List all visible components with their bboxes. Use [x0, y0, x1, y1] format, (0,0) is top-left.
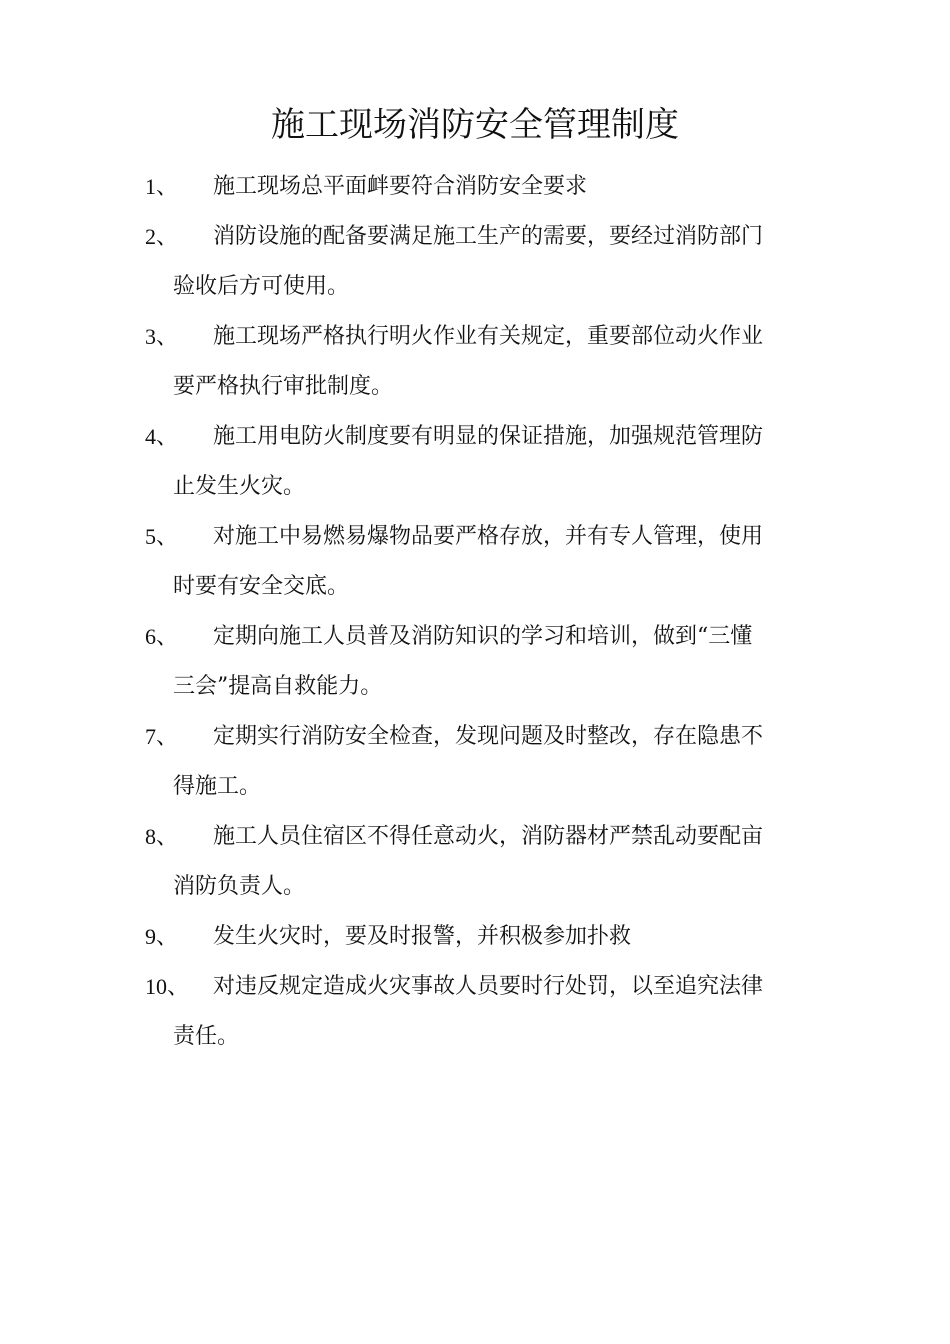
rule-item	[145, 212, 810, 312]
rule-text	[173, 512, 810, 612]
rule-item	[145, 912, 810, 962]
rule-text	[173, 412, 810, 512]
rule-text-line: 施工现场严格执行明火作业有关规定，重要部位动火作业	[213, 324, 764, 349]
rule-number: 9、	[145, 924, 179, 949]
rule-text-line: 对违反规定造成火灾事故人员要时行处罚，以至追究法律	[213, 974, 764, 999]
rule-text	[173, 312, 810, 412]
rule-number: 6、	[145, 624, 179, 649]
rule-item	[145, 812, 810, 912]
rule-text-continuation: 时要有安全交底。	[173, 574, 350, 599]
rule-text	[173, 812, 810, 912]
rule-number: 8、	[145, 824, 179, 849]
rule-number: 2、	[145, 224, 179, 249]
rule-number: 1、	[145, 174, 179, 199]
rule-item	[145, 612, 810, 712]
rule-text-continuation: 消防负责人。	[173, 874, 306, 899]
rule-text-continuation: 验收后方可使用。	[173, 274, 350, 299]
rule-item	[145, 962, 810, 1062]
rule-number: 10、	[145, 974, 190, 999]
rule-number: 7、	[145, 724, 179, 749]
rule-text	[213, 912, 810, 962]
rule-item	[145, 312, 810, 412]
rule-text	[173, 612, 810, 712]
rule-text-line: 对施工中易燃易爆物品要严格存放，并有专人管理，使用	[213, 524, 764, 549]
rule-text-continuation: 要严格执行审批制度。	[173, 374, 394, 399]
rule-text	[173, 962, 810, 1062]
rule-text-line: 施工用电防火制度要有明显的保证措施，加强规范管理防	[213, 424, 764, 449]
rule-text-line: 消防设施的配备要满足施工生产的需要，要经过消防部门	[213, 224, 764, 249]
rule-text	[213, 162, 810, 212]
rule-text-line: 发生火灾时，要及时报警，并积极参加扑救	[213, 924, 632, 949]
rule-item	[145, 712, 810, 812]
rule-item	[145, 162, 810, 212]
rule-text-line: 施工人员住宿区不得任意动火，消防器材严禁乱动要配亩	[213, 824, 764, 849]
rule-item	[145, 412, 810, 512]
rule-item	[145, 512, 810, 612]
rule-number: 3、	[145, 324, 179, 349]
rule-text	[173, 212, 810, 312]
rule-text-continuation: 责任。	[173, 1024, 240, 1049]
rule-text-continuation: 三会”提高自救能力。	[173, 674, 383, 699]
rule-text-line: 定期实行消防安全检查，发现问题及时整改，存在隐患不	[213, 724, 764, 749]
document-title: 施工现场消防安全管理制度	[271, 105, 679, 145]
rule-text-line: 定期向施工人员普及消防知识的学习和培训，做到“三懂	[213, 624, 753, 649]
rule-number: 5、	[145, 524, 179, 549]
rules-list	[145, 162, 810, 1062]
rule-text-continuation: 止发生火灾。	[173, 474, 306, 499]
rule-number: 4、	[145, 424, 179, 449]
rule-text	[173, 712, 810, 812]
rule-text-line: 施工现场总平面衅要符合消防安全要求	[213, 174, 588, 199]
rule-text-continuation: 得施工。	[173, 774, 262, 799]
